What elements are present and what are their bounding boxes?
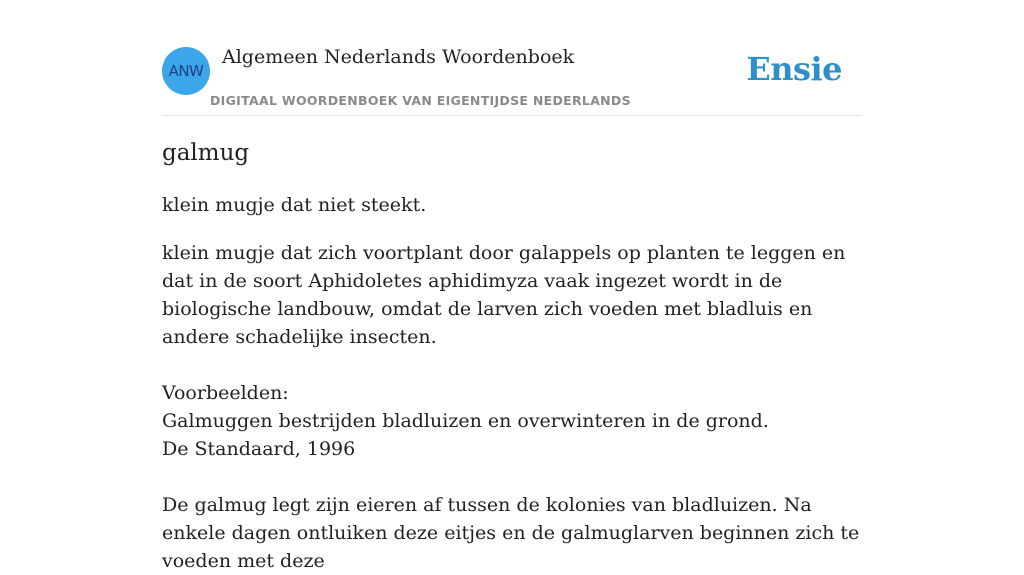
spacer — [162, 463, 862, 491]
page — [162, 0, 862, 572]
example-quote: Galmuggen bestrijden bladluizen en overwinteren in de grond. — [162, 410, 769, 432]
definition-body — [162, 239, 862, 575]
entry-word: galmug — [162, 140, 250, 166]
site-title[interactable]: Algemeen Nederlands Woordenboek — [222, 46, 575, 68]
long-definition: klein mugje dat zich voortplant door galappels op planten te leggen en dat in de soort Aphidoletes aphidimyza vaak ingezet wordt in de biologische landbouw, omdat de larven zich voeden met bladluis en andere schadelijke insecten. — [162, 242, 846, 348]
spacer — [162, 351, 862, 379]
example-source: De Standaard, 1996 — [162, 438, 356, 460]
anw-logo-text: ANW — [168, 62, 204, 80]
site-subtitle: DIGITAAL WOORDENBOEK VAN EIGENTIJDSE NEDERLANDS — [210, 93, 631, 108]
anw-logo[interactable] — [162, 47, 210, 95]
short-definition: klein mugje dat niet steekt. — [162, 194, 427, 216]
ensie-brand-link[interactable]: Ensie — [746, 50, 842, 88]
header-divider — [162, 115, 862, 116]
examples-heading: Voorbeelden: — [162, 382, 289, 404]
example-quote: De galmug legt zijn eieren af tussen de kolonies van bladluizen. Na enkele dagen ontluiken deze eitjes en de galmuglarven beginnen zich te voeden met deze — [162, 494, 860, 572]
